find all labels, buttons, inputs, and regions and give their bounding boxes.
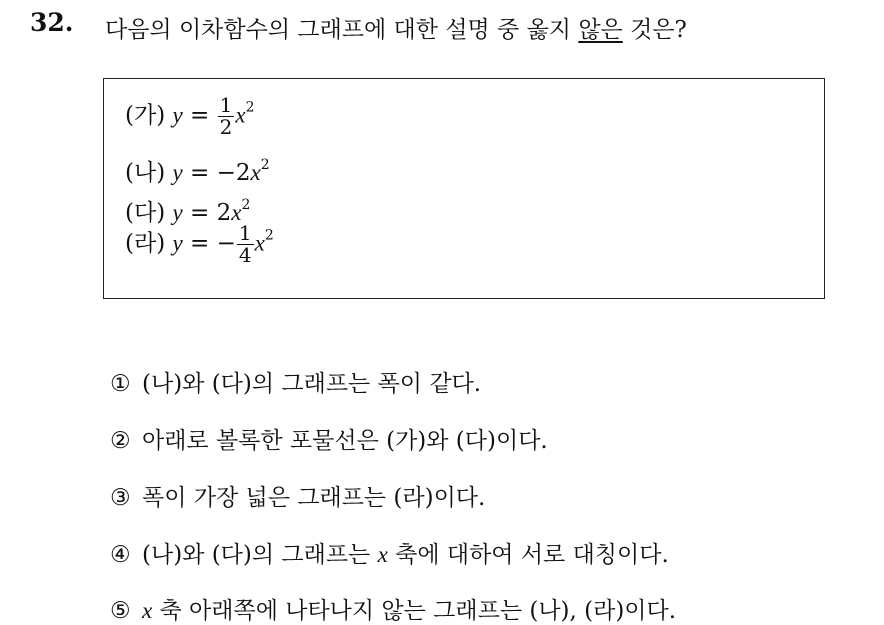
choice-text: 아래로 볼록한 포물선은 (가)와 (다)이다. (142, 428, 548, 454)
box-item-ga (125, 95, 254, 138)
choice-5[interactable] (110, 592, 676, 625)
choice-marker: ③ (110, 485, 131, 511)
var-x: x (235, 102, 246, 128)
var-y: y (172, 230, 183, 256)
coefficient: 2 (235, 160, 251, 186)
item-label: (다) (125, 200, 166, 226)
choice-marker: ④ (110, 542, 131, 568)
exponent: 2 (241, 197, 251, 213)
box-item-na (125, 154, 270, 187)
minus-sign: − (216, 160, 236, 186)
var-x: x (254, 230, 265, 256)
var-x: x (231, 200, 242, 225)
box-item-ra (125, 223, 274, 266)
condition-box (103, 78, 825, 299)
choice-text-post: 축에 대하여 서로 대칭이다. (387, 542, 669, 568)
var-y: y (172, 102, 183, 128)
choice-text: (나)와 (다)의 그래프는 폭이 같다. (142, 371, 482, 397)
choice-2[interactable] (110, 422, 548, 455)
stem-text-after: 것은? (622, 17, 687, 43)
choice-marker: ② (110, 428, 131, 454)
exponent: 2 (245, 99, 255, 116)
fraction-denominator: 2 (219, 115, 233, 139)
stem-text-before: 다음의 이차함수의 그래프에 대한 설명 중 옳지 (105, 17, 579, 43)
item-label: (라) (125, 230, 166, 257)
var-x: x (142, 598, 153, 623)
choice-marker: ⑤ (110, 598, 131, 624)
var-x: x (377, 542, 388, 567)
item-label: (나) (125, 160, 166, 186)
choice-1[interactable] (110, 365, 481, 398)
minus-sign: − (216, 230, 236, 257)
exponent: 2 (264, 227, 274, 244)
equals-sign: = (190, 200, 210, 226)
stem-underlined-word: 않은 (578, 17, 623, 43)
choice-4[interactable] (110, 536, 669, 569)
choice-3[interactable] (110, 479, 485, 512)
choice-text-post: 축 아래쪽에 나타나지 않는 그래프는 (나), (라)이다. (152, 598, 677, 624)
choice-text: 폭이 가장 넓은 그래프는 (라)이다. (142, 485, 486, 511)
fraction (237, 223, 254, 266)
fraction-numerator: 1 (219, 93, 233, 117)
item-label: (가) (125, 102, 166, 129)
var-x: x (250, 160, 261, 185)
question-number: 32. (30, 8, 74, 37)
fraction-denominator: 4 (238, 243, 252, 267)
choice-text-pre: (나)와 (다)의 그래프는 (142, 542, 378, 568)
equals-sign: = (190, 230, 210, 257)
exponent: 2 (260, 157, 270, 173)
coefficient: 2 (216, 200, 232, 226)
var-y: y (172, 200, 183, 225)
equals-sign: = (190, 102, 210, 129)
choice-marker: ① (110, 371, 131, 397)
fraction (218, 95, 235, 138)
question-stem (105, 11, 687, 44)
fraction-numerator: 1 (238, 221, 252, 245)
equals-sign: = (190, 160, 210, 186)
var-y: y (172, 160, 183, 185)
